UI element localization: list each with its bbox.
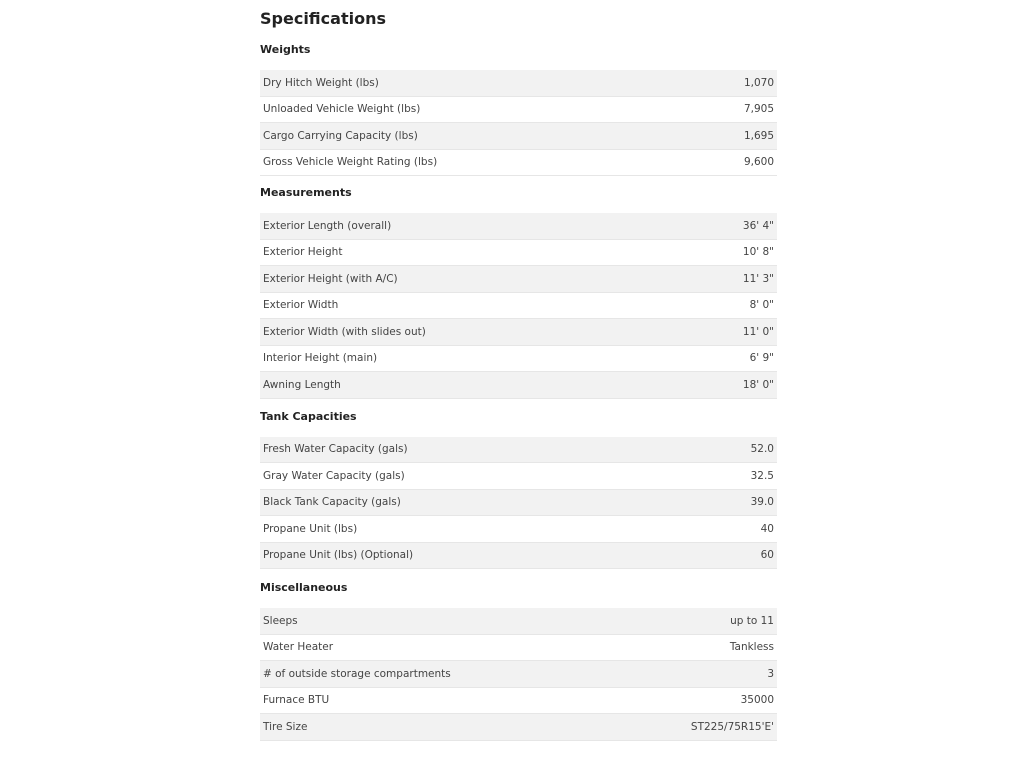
row-label: Fresh Water Capacity (gals) [260, 437, 519, 463]
table-row [260, 542, 777, 569]
row-label: Awning Length [260, 372, 519, 399]
table-row [260, 608, 777, 634]
row-value: 11' 0" [519, 319, 778, 346]
row-label: Propane Unit (lbs) (Optional) [260, 542, 519, 569]
table-row [260, 319, 777, 346]
row-label: Water Heater [260, 634, 519, 661]
table-row [260, 687, 777, 714]
table-row [260, 239, 777, 266]
row-value: 11' 3" [519, 266, 778, 293]
row-label: # of outside storage compartments [260, 661, 519, 688]
table-row [260, 96, 777, 123]
specifications-panel [260, 0, 777, 741]
row-label: Exterior Height [260, 239, 519, 266]
table-row [260, 489, 777, 516]
table-row [260, 516, 777, 543]
row-value: 52.0 [519, 437, 778, 463]
row-value: 9,600 [519, 149, 778, 176]
row-label: Dry Hitch Weight (lbs) [260, 70, 519, 96]
table-row [260, 463, 777, 490]
table-row [260, 661, 777, 688]
row-value: 60 [519, 542, 778, 569]
row-label: Cargo Carrying Capacity (lbs) [260, 123, 519, 150]
row-label: Tire Size [260, 714, 519, 741]
row-label: Exterior Height (with A/C) [260, 266, 519, 293]
table-row [260, 266, 777, 293]
row-value: 39.0 [519, 489, 778, 516]
row-label: Unloaded Vehicle Weight (lbs) [260, 96, 519, 123]
row-label: Gray Water Capacity (gals) [260, 463, 519, 490]
row-value: Tankless [519, 634, 778, 661]
row-value: 8' 0" [519, 292, 778, 319]
row-label: Propane Unit (lbs) [260, 516, 519, 543]
page-title: Specifications [260, 9, 386, 28]
row-value: 7,905 [519, 96, 778, 123]
row-value: 35000 [519, 687, 778, 714]
section-title-measurements: Measurements [260, 186, 352, 199]
table-row [260, 149, 777, 176]
row-value: 32.5 [519, 463, 778, 490]
row-label: Furnace BTU [260, 687, 519, 714]
row-label: Exterior Width [260, 292, 519, 319]
table-row [260, 123, 777, 150]
tank-capacities-table [260, 437, 777, 570]
row-label: Sleeps [260, 608, 519, 634]
miscellaneous-table [260, 608, 777, 741]
row-value: 6' 9" [519, 345, 778, 372]
row-value: 40 [519, 516, 778, 543]
row-label: Gross Vehicle Weight Rating (lbs) [260, 149, 519, 176]
row-value: 36' 4" [519, 213, 778, 239]
row-value: 10' 8" [519, 239, 778, 266]
row-value: ST225/75R15'E' [519, 714, 778, 741]
row-value: 1,070 [519, 70, 778, 96]
table-row [260, 714, 777, 741]
table-row [260, 372, 777, 399]
section-title-weights: Weights [260, 43, 311, 56]
measurements-table [260, 213, 777, 399]
table-row [260, 70, 777, 96]
weights-table [260, 70, 777, 176]
table-row [260, 345, 777, 372]
row-label: Exterior Width (with slides out) [260, 319, 519, 346]
row-value: 1,695 [519, 123, 778, 150]
row-value: up to 11 [519, 608, 778, 634]
row-value: 18' 0" [519, 372, 778, 399]
table-row [260, 437, 777, 463]
row-label: Black Tank Capacity (gals) [260, 489, 519, 516]
section-title-tank-capacities: Tank Capacities [260, 409, 357, 423]
table-row [260, 634, 777, 661]
table-row [260, 292, 777, 319]
section-title-miscellaneous: Miscellaneous [260, 581, 348, 594]
row-value: 3 [519, 661, 778, 688]
row-label: Interior Height (main) [260, 345, 519, 372]
table-row [260, 213, 777, 239]
row-label: Exterior Length (overall) [260, 213, 519, 239]
